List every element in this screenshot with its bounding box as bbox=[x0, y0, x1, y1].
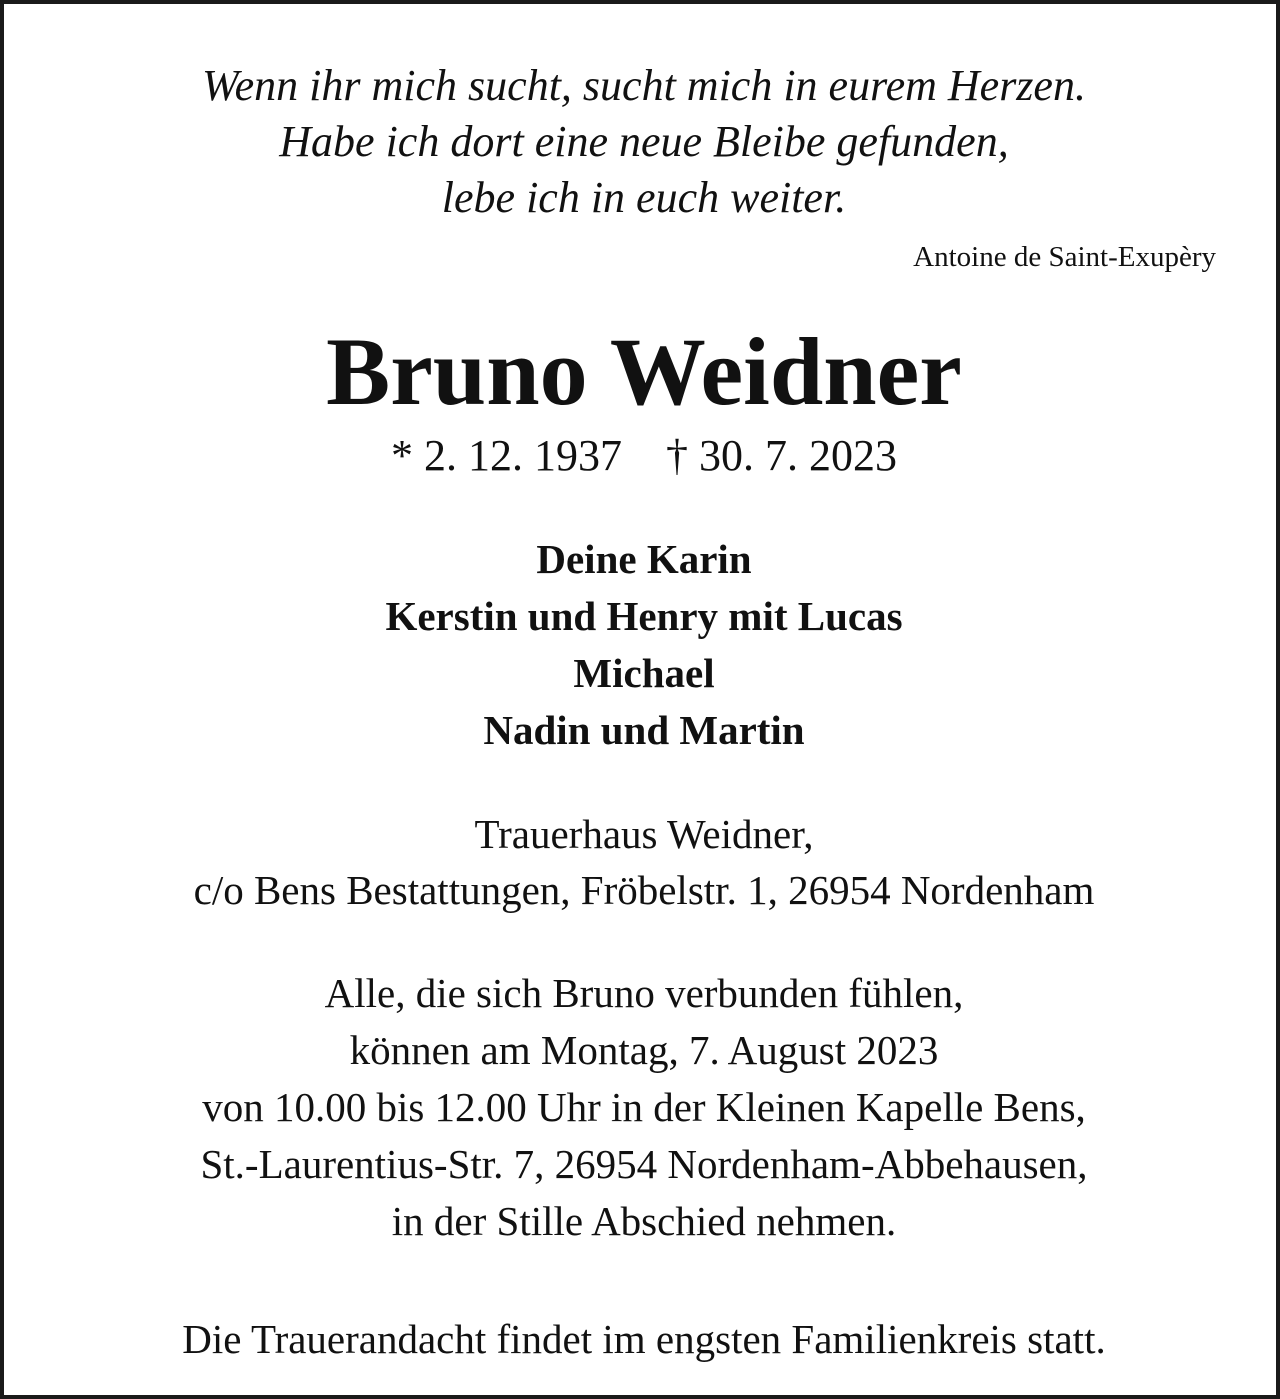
life-dates bbox=[4, 430, 1280, 482]
quote-line: lebe ich in euch weiter. bbox=[441, 173, 847, 222]
birth-date: * 2. 12. 1937 bbox=[391, 431, 622, 480]
address-line: c/o Bens Bestattungen, Fröbelstr. 1, 26954 Nordenham bbox=[193, 867, 1095, 913]
farewell-notice bbox=[4, 965, 1280, 1250]
address-line: Trauerhaus Weidner, bbox=[474, 811, 814, 857]
final-note: Die Trauerandacht findet im engsten Familienkreis statt. bbox=[182, 1316, 1106, 1362]
family-line: Michael bbox=[573, 650, 715, 696]
family-line: Nadin und Martin bbox=[483, 707, 805, 753]
family-list bbox=[4, 531, 1280, 759]
notice-line: St.-Laurentius-Str. 7, 26954 Nordenham-Abbehausen, bbox=[200, 1141, 1088, 1187]
mourning-address bbox=[4, 806, 1280, 918]
notice-line: Alle, die sich Bruno verbunden fühlen, bbox=[324, 970, 964, 1016]
deceased-name: Bruno Weidner bbox=[326, 318, 962, 425]
quote-line: Habe ich dort eine neue Bleibe gefunden, bbox=[279, 117, 1009, 166]
notice-line: von 10.00 bis 12.00 Uhr in der Kleinen Kapelle Bens, bbox=[202, 1084, 1086, 1130]
notice-line: in der Stille Abschied nehmen. bbox=[391, 1198, 897, 1244]
family-line: Kerstin und Henry mit Lucas bbox=[385, 593, 903, 639]
quote-author: Antoine de Saint-Exupèry bbox=[913, 241, 1216, 273]
quote-line: Wenn ihr mich sucht, sucht mich in eurem Herzen. bbox=[202, 61, 1086, 110]
notice-line: können am Montag, 7. August 2023 bbox=[349, 1027, 939, 1073]
family-line: Deine Karin bbox=[536, 536, 752, 582]
quote bbox=[4, 58, 1280, 226]
death-date: † 30. 7. 2023 bbox=[666, 431, 897, 480]
